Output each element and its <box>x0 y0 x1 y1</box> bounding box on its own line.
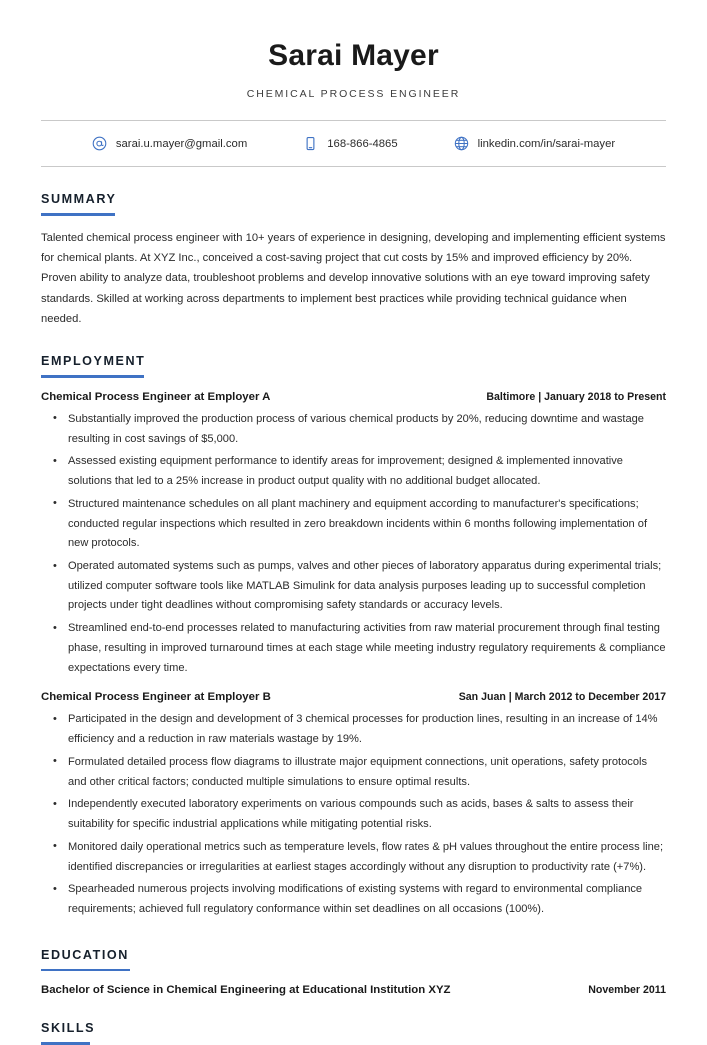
job-bullet: • Assessed existing equipment performance to identify areas for improvement; designed & implemented innovative solutions that led to a 25% increase in product output quality with no additional budget allocated. <box>68 452 666 491</box>
education-entry <box>41 984 666 996</box>
contact-linkedin-value: linkedin.com/in/sarai-mayer <box>477 137 616 150</box>
section-title-employment: EMPLOYMENT <box>41 354 146 369</box>
job-location-dates: Baltimore | January 2018 to Present <box>486 390 666 403</box>
job-bullets <box>41 710 666 919</box>
education-date: November 2011 <box>588 984 666 997</box>
section-underline-education <box>41 969 130 972</box>
education-degree: Bachelor of Science in Chemical Engineering at Educational Institution XYZ <box>41 984 451 997</box>
contact-phone-value: 168-866-4865 <box>327 137 398 150</box>
contact-linkedin[interactable] <box>454 136 616 151</box>
job-bullet: • Formulated detailed process flow diagrams to illustrate major equipment connections, unit operations, safety protocols and other critical factors; conducted multiple simulations to ensure optimal results. <box>68 753 666 792</box>
email-icon <box>92 136 107 151</box>
section-underline-summary <box>41 213 115 216</box>
job-header <box>41 391 666 403</box>
summary-body: Talented chemical process engineer with 10+ years of experience in designing, developing and implementing efficient systems for chemical plants. At XYZ Inc., conceived a cost-saving project that cut costs by 15% and improved efficiency by 20%. Proven ability to analyze data, troubleshoot problems and develop innovative solutions with an eye toward improving safety standards. Skilled at working across departments to implement best practices while providing technical guidance when needed. <box>41 231 666 325</box>
candidate-job-title: CHEMICAL PROCESS ENGINEER <box>246 88 461 100</box>
job-title: Chemical Process Engineer at Employer A <box>41 390 271 403</box>
section-underline-skills <box>41 1042 90 1045</box>
linkedin-icon <box>454 136 469 151</box>
contact-phone[interactable] <box>303 136 397 151</box>
contact-email[interactable] <box>92 136 247 151</box>
job-bullet: • Substantially improved the production process of various chemical products by 20%, reducing downtime and wastage resulting in cost savings of $5,000. <box>68 410 666 449</box>
section-title-skills: SKILLS <box>41 1021 96 1036</box>
job-bullet: • Streamlined end-to-end processes related to manufacturing activities from raw material procurement through final testing phase, resulting in improved turnaround times at each stage while meeting industry regulatory requirements & compliance expectations every time. <box>68 619 666 678</box>
job-title: Chemical Process Engineer at Employer B <box>41 691 271 704</box>
resume-header <box>41 0 666 100</box>
contact-row <box>41 121 666 151</box>
job-bullet: • Structured maintenance schedules on all plant machinery and equipment according to manufacturer's specifications; conducted regular inspections which resulted in zero breakdown incidents within 6 months following implementation of new protocols. <box>68 495 666 554</box>
candidate-name: Sarai Mayer <box>268 39 439 72</box>
section-education <box>41 923 666 997</box>
job-bullet: • Participated in the design and development of 3 chemical processes for production lines, resulting in an increase of 14% efficiency and a reduction in raw materials wastage by 19%. <box>68 710 666 749</box>
job-bullet: • Monitored daily operational metrics such as temperature levels, flow rates & pH values throughout the entire process line; identified discrepancies or irregularities at earliest stages accordingly without any disruption to productivity rate (+7%). <box>68 838 666 877</box>
section-title-summary: SUMMARY <box>41 192 117 206</box>
job-header <box>41 691 666 703</box>
section-title-education: EDUCATION <box>41 947 129 962</box>
section-skills <box>41 996 666 1045</box>
section-summary <box>41 167 666 329</box>
contact-email-value: sarai.u.mayer@gmail.com <box>115 137 248 150</box>
job-entry <box>41 691 666 919</box>
job-bullet: • Operated automated systems such as pumps, valves and other pieces of laboratory apparatus during experimental trials; utilized computer software tools like MATLAB Simulink for data analysis purposes leading up to successful completion projects under tight deadlines without compromising safety standards or accuracy levels. <box>68 557 666 616</box>
job-bullets <box>41 410 666 679</box>
section-employment <box>41 329 666 919</box>
job-bullet: • Independently executed laboratory experiments on various compounds such as acids, bases & salts to assess their suitability for specific industrial applications while mitigating potential risks. <box>68 795 666 834</box>
job-bullet: • Spearheaded numerous projects involving modifications of existing systems with regard to environmental compliance requirements; achieved full regulatory conformance within set deadlines on all occasions (100%). <box>68 880 666 919</box>
job-entry <box>41 391 666 679</box>
phone-icon <box>303 136 318 151</box>
job-location-dates: San Juan | March 2012 to December 2017 <box>458 691 666 704</box>
section-underline-employment <box>41 375 144 378</box>
